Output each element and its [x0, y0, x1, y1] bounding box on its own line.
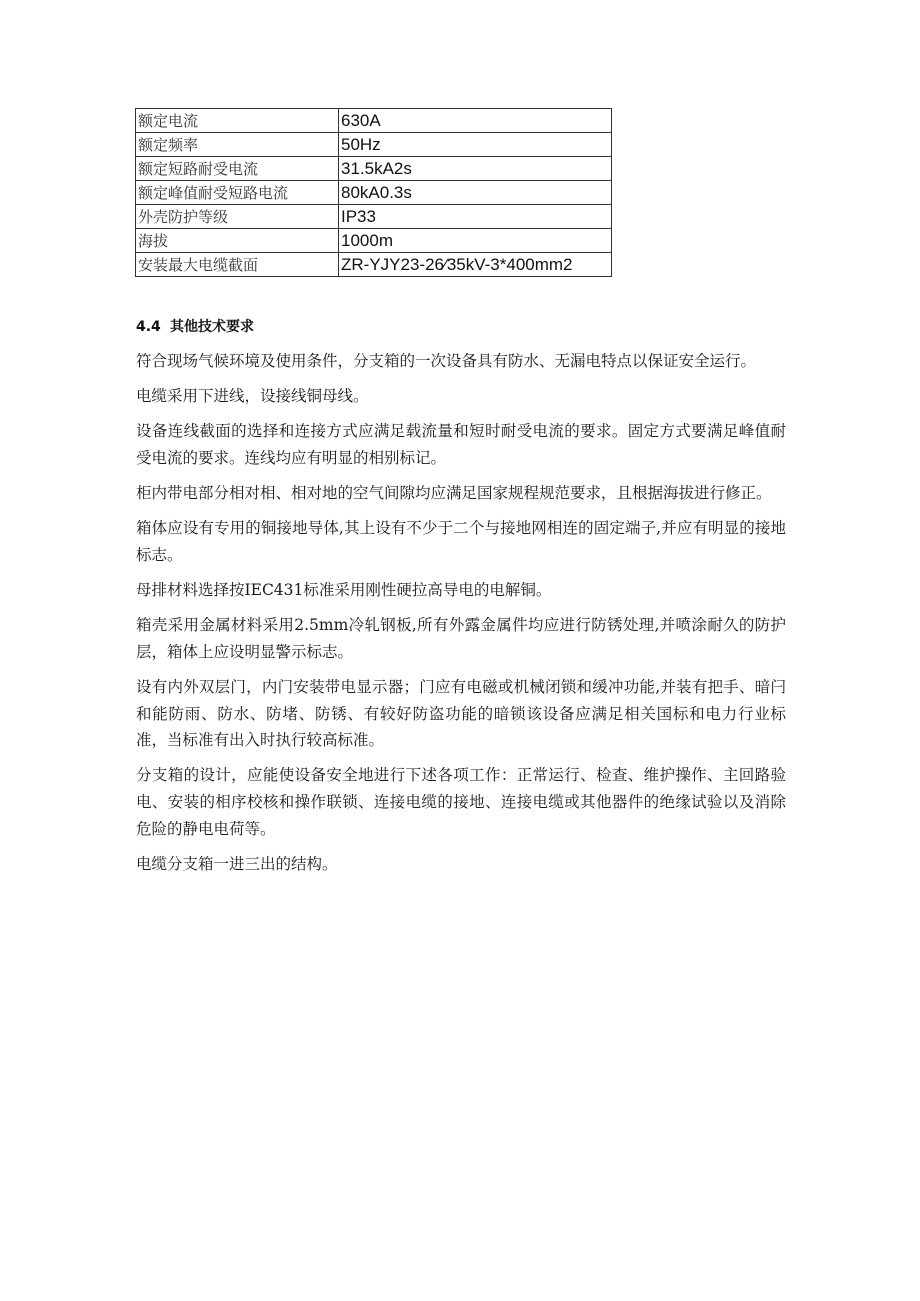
paragraph: 设备连线截面的选择和连接方式应满足载流量和短时耐受电流的要求。固定方式要满足峰值耐受电流的要求。连线均应有明显的相别标记。 [136, 422, 786, 467]
table-row [136, 181, 612, 205]
table-row [136, 109, 612, 133]
spec-label: 安装最大电缆截面 [136, 253, 339, 277]
spec-value: 50Hz [339, 133, 612, 157]
table-row [136, 205, 612, 229]
paragraph: 电缆采用下进线，设接线铜母线。 [136, 387, 369, 406]
spec-value: 80kA0.3s [339, 181, 612, 205]
spec-value: IP33 [339, 205, 612, 229]
table-row [136, 133, 612, 157]
table-row [136, 157, 612, 181]
paragraph: 母排材料选择按IEC431标准采用刚性硬拉高导电的电解铜。 [136, 581, 552, 600]
paragraph: 箱壳采用金属材料采用2.5mm冷轧钢板,所有外露金属件均应进行防锈处理,并喷涂耐久的防护层，箱体上应设明显警示标志。 [136, 616, 786, 661]
spec-value: 31.5kA2s [339, 157, 612, 181]
table-row [136, 229, 612, 253]
spec-table [135, 108, 612, 277]
paragraph: 电缆分支箱一进三出的结构。 [136, 854, 338, 873]
spec-label: 额定峰值耐受短路电流 [136, 181, 339, 205]
spec-value: 630A [339, 109, 612, 133]
table-row [136, 253, 612, 277]
section-title: 其他技术要求 [170, 319, 254, 335]
body-text [136, 348, 786, 886]
spec-value: 1000m [339, 229, 612, 253]
spec-value: ZR-YJY23-26⁄35kV-3*400mm2 [339, 253, 612, 277]
section-heading [136, 316, 254, 336]
paragraph: 箱体应设有专用的铜接地导体,其上设有不少于二个与接地网相连的固定端子,并应有明显的接地标志。 [136, 519, 786, 564]
spec-label: 额定短路耐受电流 [136, 157, 339, 181]
spec-label: 海拔 [136, 229, 339, 253]
paragraph: 柜内带电部分相对相、相对地的空气间隙均应满足国家规程规范要求，且根据海拔进行修正。 [136, 484, 772, 503]
spec-label: 外壳防护等级 [136, 205, 339, 229]
paragraph: 符合现场气候环境及使用条件，分支箱的一次设备具有防水、无漏电特点以保证安全运行。 [136, 352, 757, 370]
spec-label: 额定频率 [136, 133, 339, 157]
paragraph: 分支箱的设计，应能使设备安全地进行下述各项工作：正常运行、检查、维护操作、主回路验电、安装的相序校核和操作联锁、连接电缆的接地、连接电缆或其他器件的绝缘试验以及消除危险的静电电荷等。 [136, 766, 786, 838]
spec-label: 额定电流 [136, 109, 339, 133]
paragraph: 设有内外双层门，内门安装带电显示器；门应有电磁或机械闭锁和缓冲功能,并装有把手、暗闩和能防雨、防水、防堵、防锈、有较好防盗功能的暗锁该设备应满足相关国标和电力行业标准，当标准有出入时执行较高标准。 [136, 678, 786, 750]
section-number: 4.4 [136, 319, 161, 335]
